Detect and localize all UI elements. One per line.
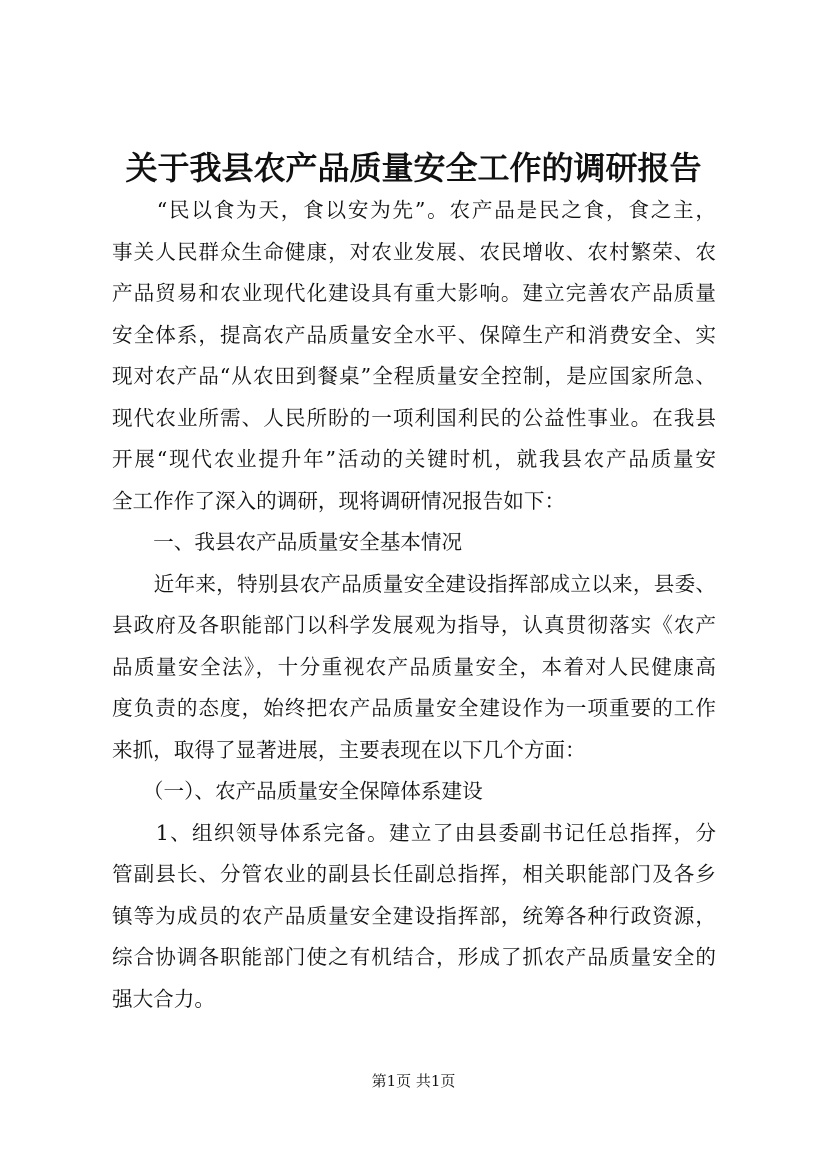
paragraph-line: 1、组织领导体系完备。建立了由县委副书记任总指挥，分: [112, 821, 716, 845]
paragraph-line: 安全体系，提高农产品质量安全水平、保障生产和消费安全、实: [112, 323, 716, 347]
subsection-heading: （一）、农产品质量安全保障体系建设: [112, 779, 483, 803]
paragraph-line: 事关人民群众生命健康，对农业发展、农民增收、农村繁荣、农: [112, 240, 716, 264]
paragraph-line: 综合协调各职能部门使之有机结合，形成了抓农产品质量安全的: [112, 945, 716, 969]
paragraph-line: 品质量安全法》，十分重视农产品质量安全，本着对人民健康高: [112, 655, 716, 679]
document-title: 关于我县农产品质量安全工作的调研报告: [125, 149, 702, 187]
paragraph-line: 近年来，特别县农产品质量安全建设指挥部成立以来，县委、: [112, 572, 716, 596]
paragraph-line: 度负责的态度，始终把农产品质量安全建设作为一项重要的工作: [112, 696, 716, 720]
section-heading: 一、我县农产品质量安全基本情况: [112, 530, 463, 554]
paragraph-line: 全工作作了深入的调研，现将调研情况报告如下：: [112, 489, 566, 513]
paragraph-line: 镇等为成员的农产品质量安全建设指挥部，统筹各种行政资源，: [112, 904, 716, 928]
paragraph-line: 管副县长、分管农业的副县长任副总指挥，相关职能部门及各乡: [112, 862, 716, 886]
paragraph-line: 强大合力。: [112, 987, 215, 1011]
paragraph-line: 县政府及各职能部门以科学发展观为指导，认真贯彻落实《农产: [112, 613, 716, 637]
paragraph-line: “民以食为天，食以安为先”。农产品是民之食，食之主，: [112, 198, 716, 222]
paragraph-line: 开展“现代农业提升年”活动的关键时机，就我县农产品质量安: [112, 447, 716, 471]
paragraph-line: 现对农产品“从农田到餐桌”全程质量安全控制，是应国家所急、: [112, 364, 716, 388]
paragraph-line: 产品贸易和农业现代化建设具有重大影响。建立完善农产品质量: [112, 281, 716, 305]
page-footer: 第1页 共1页: [371, 1072, 456, 1090]
paragraph-line: 来抓，取得了显著进展，主要表现在以下几个方面：: [112, 738, 586, 762]
paragraph-line: 现代农业所需、人民所盼的一项利国利民的公益性事业。在我县: [112, 406, 716, 430]
